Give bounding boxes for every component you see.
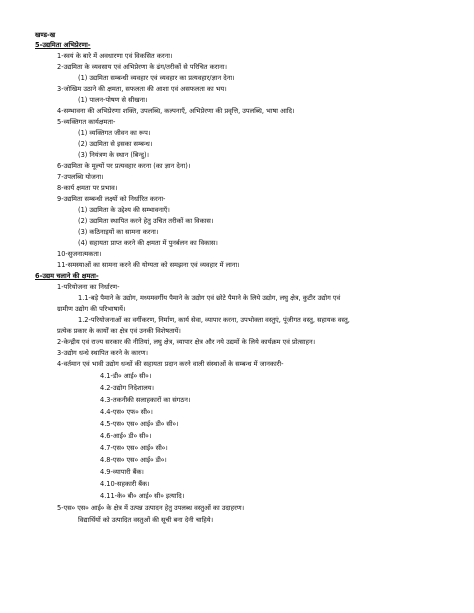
list-item: (3) नियंत्रण के स्थान (बिन्दु)। [78,151,150,159]
list-item: प्रत्येक प्रकार के कार्यों का क्षेत्र एवं उनकी विशेषतायें। [57,327,181,335]
list-item: 11-समस्याओं का सामना करने की योग्यता को समझना एवं व्यवहार में लाना। [57,261,240,269]
list-item: 7-उपलब्धि योजना। [57,173,104,181]
list-item: 5-व्यक्तिगत कार्यक्षमता- [57,118,116,126]
list-item: 1.1-बड़े पैमाने के उद्योग, मध्यमवर्गीय पैमाने के उद्योग एवं छोटे पैमाने के लिये उद्योग, लघु क्षेत्र, कुटीर उद्योग एवं [78,294,341,302]
list-item: 4.3-तकनीकी सलाहकारों का संगठन। [100,396,191,404]
section-5-title: 5-उद्यमिता अभिप्रेरणा- [35,41,91,49]
list-item: 6-उद्यमिता के मूल्यों पर प्रत्यवहार करना (का ज्ञान देना)। [57,162,191,170]
list-item: 2-केन्द्रीय एवं राज्य सरकार की नीतियां, लघु क्षेत्र, व्यापार क्षेत्र और नये उद्यमों के लिये कार्यक्रम एवं प्रोत्साहन। [57,338,316,346]
list-item: ग्रामीण उद्योग की परिभाषायें। [57,305,126,313]
list-item: (1) व्यक्तिगत जीवन का रूप। [78,129,151,137]
list-item: 3-जोखिम उठाने की क्षमता, सफलता की आशा एवं असफलता का भय। [57,85,227,93]
list-item: 4.9-व्यापारी बैंक। [100,468,144,476]
list-item: 1-परियोजना का निर्धारण- [57,283,120,291]
list-item: 4.8-एस० एस० आई० डी०। [100,456,167,464]
list-item: विद्यार्थियों को उत्पादित वस्तुओं की सूची बना देनी चाहिये। [78,516,214,524]
list-item: 1.2-परियोजनाओं का वर्गीकरण, निर्माण, कार्य सेवा, व्यापार करना, उपभोक्ता वस्तुएं, पूंजीगत वस्तु, सहायक वस्तु, [78,316,350,324]
list-item: (4) सहायता प्राप्त करने की क्षमता में पुनर्बलन का विकास। [78,239,218,247]
list-item: 4.11-के० बी० आई० सी० इत्यादि। [100,492,185,500]
list-item: 4-सम्भावना की अभिप्रेरणा शक्ति, उपलब्धि, कल्पनाएँ, अभिप्रेरणा की प्रवृत्ति, उपलब्धि, भाषा आदि। [57,107,295,115]
list-item: 10-सुजनात्मकता। [57,250,102,258]
list-item: (1) उद्यमिता के उद्देश्य की सम्भावनाएँ। [78,206,170,214]
section-heading: खण्ड-ख [35,31,56,39]
list-item: 2-उद्यमिता के व्यवसाय एवं अभिप्रेरणा के ढंग/तरीकों से परिचित कराना। [57,63,227,71]
list-item: 5-एस० एस० आई० के क्षेत्र में उत्पन्न उत्पादन हेतु उपलब्ध वस्तुओं का उदाहरण। [57,504,245,512]
section-6-title: 6-उद्यम चलाने की क्षमता- [35,272,99,280]
list-item: (2) उद्यमिता स्थापित करने हेतु उचित तरीकों का विकास। [78,217,214,225]
list-item: 8-कार्य क्षमता पर प्रभाव। [57,184,118,192]
list-item: 4.7-एस० एस० आई० सी०। [100,444,168,452]
list-item: (1) पालन-पोषण से सीखना। [78,96,148,104]
list-item: 4.1-डी० आई० सी०। [100,372,152,380]
list-item: 4.4-एस० एफ० सी०। [100,408,153,416]
list-item: 9-उद्यमिता सम्बन्धी लक्ष्यों को निर्धारित करना- [57,195,166,203]
list-item: (2) उद्यमिता से इसका सम्बन्ध। [78,140,153,148]
list-item: 4.6-आई० डी० सी०। [100,432,152,440]
list-item: 3-उद्योग धन्धे स्थापित करने के कारण। [57,349,148,357]
list-item: 4.5-एस० एस० आई० डी० सी०। [100,420,179,428]
list-item: 4-वर्तमान एवं भावी उद्योग धन्धों की सहायता प्रदान करने वाली संस्थाओं के सम्बन्ध में जानकारी- [57,360,284,368]
list-item: 1-स्वयं के बारे में अवधारणा एवं विकसित करना। [57,52,173,60]
list-item: 4.10-सहकारी बैंक। [100,480,150,488]
list-item: (1) उद्यमिता सम्बन्धी व्यवहार एवं व्यवहार का प्रत्यवहार/ज्ञान देना। [78,74,235,82]
list-item: 4.2-उद्योग निदेशालय। [100,384,155,392]
list-item: (3) कठिनाइयों का सामना करना। [78,228,159,236]
